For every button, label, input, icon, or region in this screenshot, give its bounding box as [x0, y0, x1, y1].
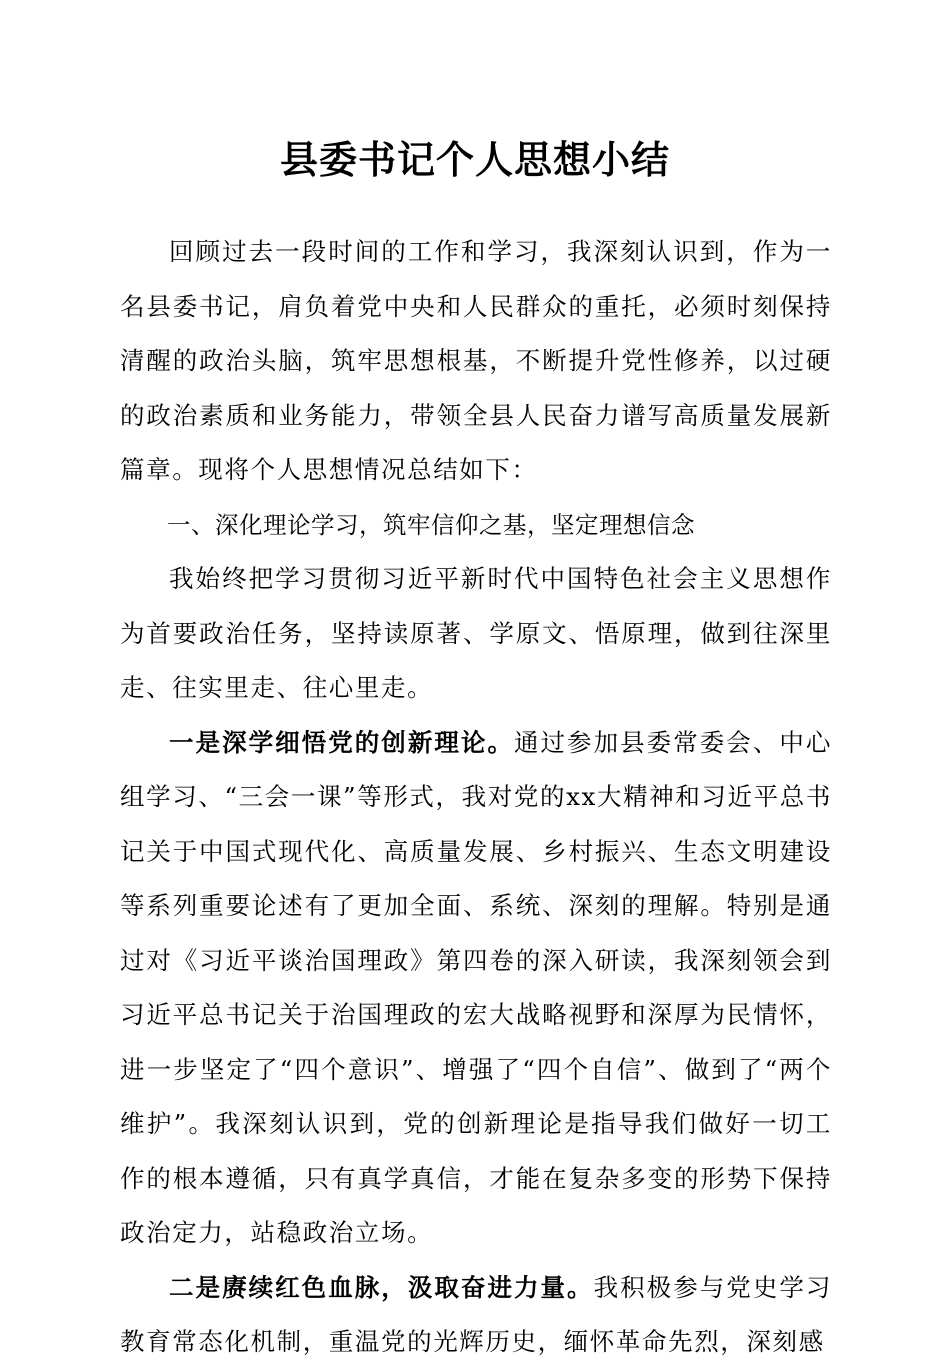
point-one-paragraph	[120, 716, 832, 1261]
document-body	[120, 225, 832, 1370]
point-two-text: 我积极参与党史学习教育常态化机制，重温党的光辉历史，缅怀革命先烈，深刻感	[120, 1272, 832, 1356]
point-two-paragraph	[120, 1261, 832, 1370]
document-title: 县委书记个人思想小结	[279, 137, 670, 182]
point-two-lead: 二是赓续红色血脉，汲取奋进力量。	[169, 1272, 594, 1302]
section-intro-paragraph: 我始终把学习贯彻习近平新时代中国特色社会主义思想作为首要政治任务，坚持读原著、学原文、悟原理，做到往深里走、往实里走、往心里走。	[120, 564, 832, 702]
point-one-text: 通过参加县委常委会、中心组学习、“三会一课”等形式，我对党的xx大精神和习近平总书记关于中国式现代化、高质量发展、乡村振兴、生态文明建设等系列重要论述有了更加全面、系统、深刻的理解。特别是通过对《习近平谈治国理政》第四卷的深入研读，我深刻领会到习近平总书记关于治国理政的宏大战略视野和深厚为民情怀，进一步坚定了“四个意识”、增强了“四个自信”、做到了“两个维护”。我深刻认识到，党的创新理论是指导我们做好一切工作的根本遵循，只有真学真信，才能在复杂多变的形势下保持政治定力，站稳政治立场。	[120, 727, 832, 1247]
section-heading: 一、深化理论学习，筑牢信仰之基，坚定理想信念	[167, 510, 695, 539]
intro-paragraph: 回顾过去一段时间的工作和学习，我深刻认识到，作为一名县委书记，肩负着党中央和人民群众的重托，必须时刻保持清醒的政治头脑，筑牢思想根基，不断提升党性修养，以过硬的政治素质和业务能力，带领全县人民奋力谱写高质量发展新篇章。现将个人思想情况总结如下：	[120, 237, 832, 484]
point-one-lead: 一是深学细悟党的创新理论。	[169, 727, 514, 757]
